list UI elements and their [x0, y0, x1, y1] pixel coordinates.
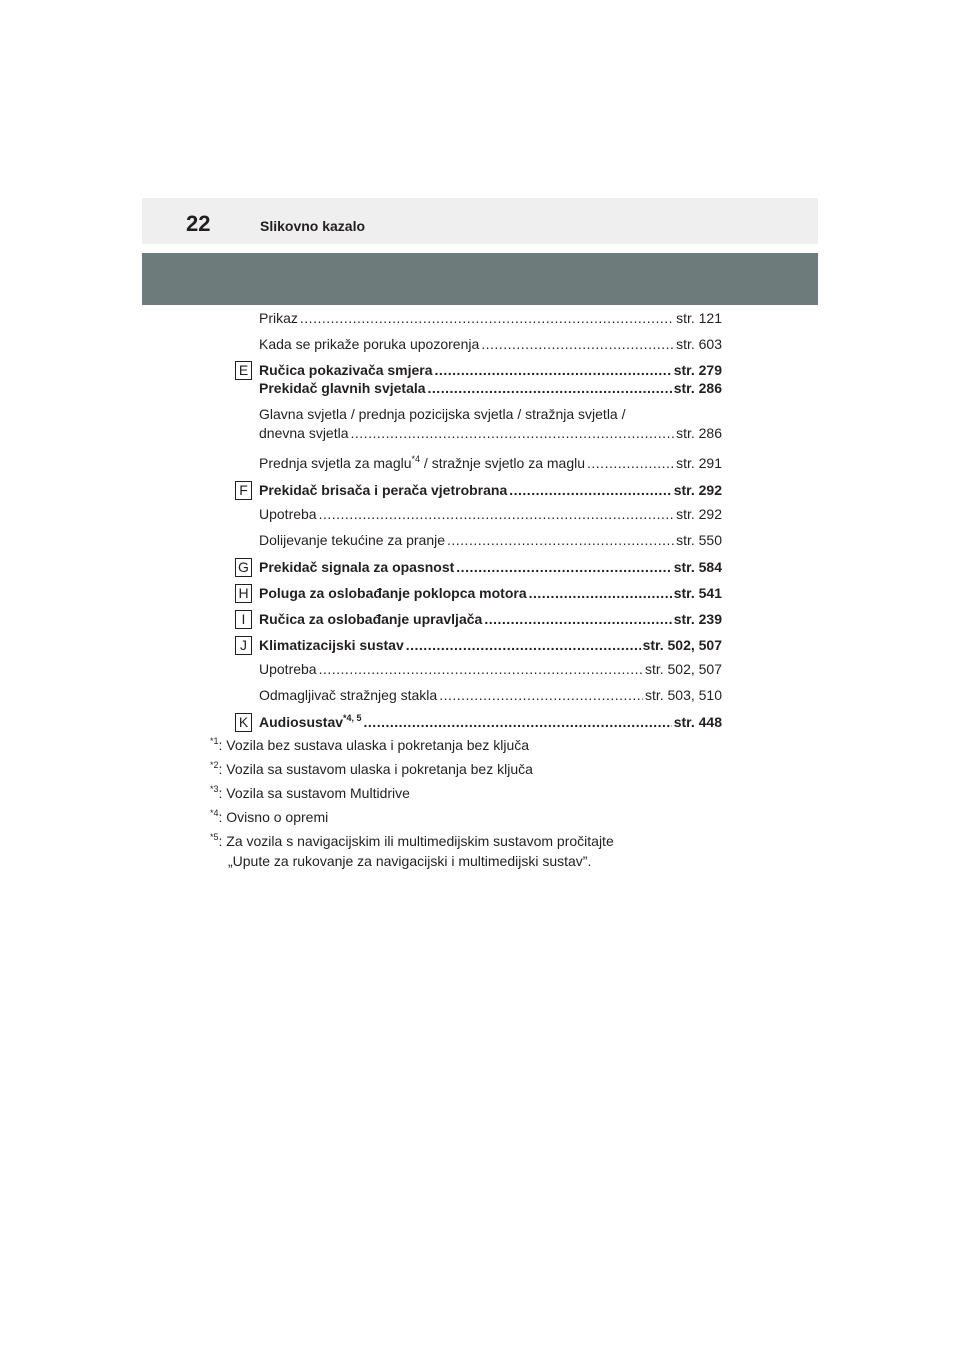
index-entry: Odmagljivač stražnjeg stakla ..... str. 503, 510	[259, 686, 722, 705]
page-ref[interactable]: str. 503, 510	[644, 687, 722, 703]
footnote: $^{*2}$: Vozila sa sustavom ulaska i pokretanja bez ključa	[210, 760, 533, 777]
page-ref[interactable]: str. 292	[676, 506, 722, 522]
marker-e: E	[235, 361, 252, 380]
footnote: $^{*5}$: Za vozila s navigacijskim ili multimedijskim sustavom pročitajte „Upute za rukovanje za navigacijski i multimedijski sustav”.	[210, 832, 614, 869]
page-ref[interactable]: str. 279	[673, 362, 722, 378]
page-ref[interactable]: str. 541	[673, 585, 722, 601]
page-ref[interactable]: str. 292	[673, 482, 722, 498]
index-entry: Glavna svjetla / prednja pozicijska svjetla / stražnja svjetla / dnevna svjetla ..... str. 286	[259, 405, 722, 443]
marker-j: J	[235, 636, 252, 655]
index-entry: Upotreba ..... str. 502, 507	[259, 660, 722, 679]
page-ref[interactable]: str. 603	[676, 336, 722, 352]
page-ref[interactable]: str. 291	[676, 455, 722, 471]
page-ref[interactable]: str. 239	[673, 611, 722, 627]
index-entry: Prikaz ..... str. 121	[259, 309, 722, 328]
index-entry: Prekidač glavnih svjetala ..... str. 286	[259, 379, 722, 398]
marker-f: F	[235, 481, 252, 500]
page-ref[interactable]: str. 502, 507	[642, 637, 722, 653]
page-ref[interactable]: str. 286	[676, 425, 722, 441]
index-entry: Prednja svjetla za maglu$^{*4}$ / stražnje svjetlo za maglu ..... str. 291	[259, 454, 722, 473]
footnote: $^{*4}$: Ovisno o opremi	[210, 808, 329, 825]
index-entry: Ručica pokazivača smjera ..... str. 279	[259, 361, 722, 380]
footnote: $^{*3}$: Vozila sa sustavom Multidrive	[210, 784, 410, 801]
page-number: 22	[186, 211, 211, 236]
index-entry: Kada se prikaže poruka upozorenja ..... str. 603	[259, 335, 722, 354]
marker-h: H	[235, 584, 252, 603]
header-band	[142, 253, 818, 305]
index-entry: Ručica za oslobađanje upravljača ..... str. 239	[259, 610, 722, 629]
marker-g: G	[235, 558, 252, 577]
page-ref[interactable]: str. 121	[676, 310, 722, 326]
footnote: $^{*1}$: Vozila bez sustava ulaska i pokretanja bez ključa	[210, 736, 530, 753]
index-entry: Poluga za oslobađanje poklopca motora ..... str. 541	[259, 584, 722, 603]
page-header	[142, 198, 818, 244]
page-ref[interactable]: str. 550	[676, 532, 722, 548]
marker-k: K	[235, 713, 252, 732]
index-entry: Dolijevanje tekućine za pranje ..... str. 550	[259, 531, 722, 550]
page-ref[interactable]: str. 448	[673, 714, 722, 730]
index-entry: Prekidač signala za opasnost ..... str. 584	[259, 558, 722, 577]
index-entry: Audiosustav$^{*4, 5}$ ..... str. 448	[259, 713, 722, 732]
index-entry: Klimatizacijski sustav ..... str. 502, 507	[259, 636, 722, 655]
page-ref[interactable]: str. 584	[673, 559, 722, 575]
index-entry: Prekidač brisača i perača vjetrobrana ..... str. 292	[259, 481, 722, 500]
index-entry: Upotreba ..... str. 292	[259, 505, 722, 524]
section-title: Slikovno kazalo	[260, 218, 366, 234]
page-ref[interactable]: str. 502, 507	[644, 661, 722, 677]
marker-i: I	[235, 610, 252, 629]
page-ref[interactable]: str. 286	[673, 380, 722, 396]
